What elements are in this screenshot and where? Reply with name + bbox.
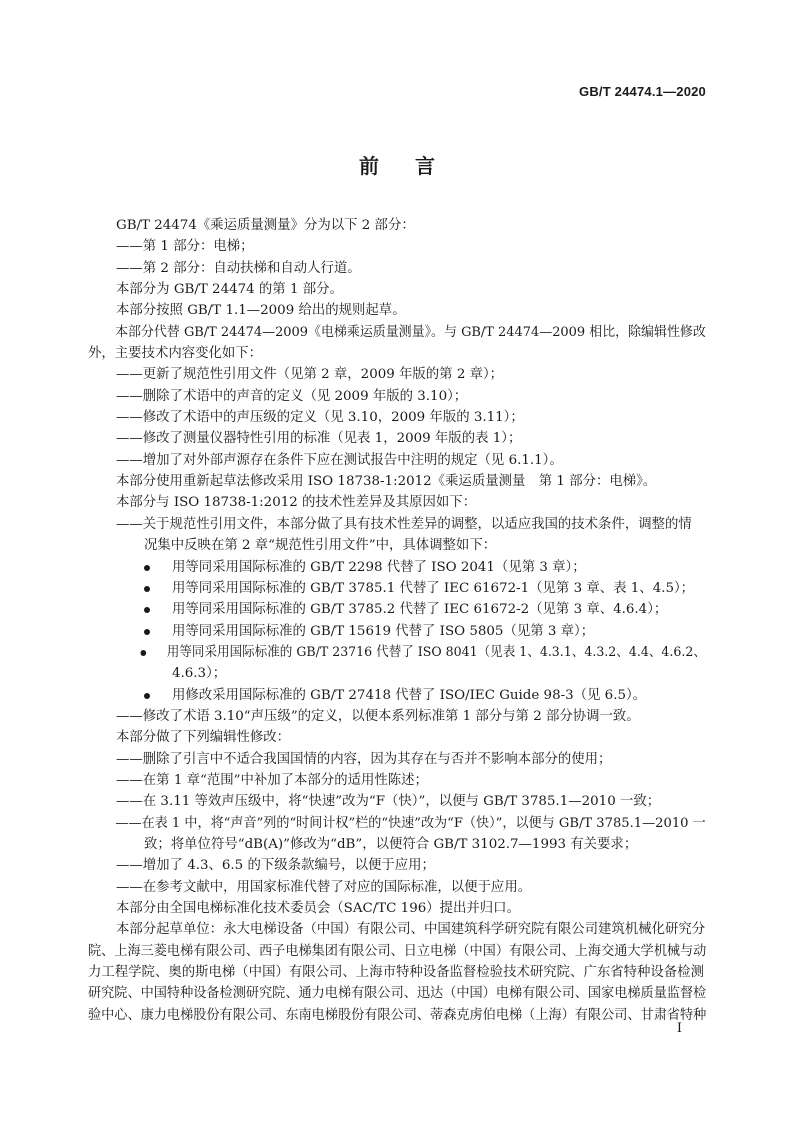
dash-item: ——删除了引言中不适合我国国情的内容，因为其存在与否并不影响本部分的使用； bbox=[116, 751, 612, 767]
bullet-dot-icon bbox=[144, 629, 150, 635]
dash-item: ——在第 1 章“范围”中补加了本部分的适用性陈述； bbox=[116, 772, 428, 788]
dash-item: ——修改了测量仪器特性引用的标准（见表 1，2009 年版的表 1）； bbox=[116, 431, 522, 447]
dash-item: ——修改了术语 3.10“声压级”的定义，以便本系列标准第 1 部分与第 2 部分协调一致。 bbox=[116, 708, 640, 724]
bullet-item-continuation: 4.6.3）； bbox=[172, 666, 227, 682]
dash-item: ——第 2 部分：自动扶梯和自动人行道。 bbox=[116, 260, 361, 276]
bullet-dot-icon bbox=[144, 586, 150, 592]
page-number: I bbox=[676, 1021, 682, 1036]
bullet-dot-icon bbox=[144, 693, 150, 699]
standard-number: GB/T 24474.1—2020 bbox=[579, 84, 706, 99]
paragraph-line: 本部分由全国电梯标准化技术委员会（SAC/TC 196）提出并归口。 bbox=[116, 901, 520, 916]
paragraph-line: 本部分按照 GB/T 1.1—2009 给出的规则起草。 bbox=[116, 303, 406, 319]
dash-item-continuation: 况集中反映在第 2 章“规范性引用文件”中，具体调整如下： bbox=[144, 538, 497, 554]
paragraph-line: 本部分起草单位：永大电梯设备（中国）有限公司、中国建筑科学研究院有限公司建筑机械化研究分 bbox=[116, 922, 706, 938]
paragraph-line: 研究院、中国特种设备检测研究院、通力电梯有限公司、迅达（中国）电梯有限公司、国家电梯质量监督检 bbox=[88, 986, 707, 1002]
dash-item: ——在表 1 中，将“声音”列的“时间计权”栏的“快速”改为“F（快）”，以便与 GB/T 3785.1—2010 一 bbox=[115, 815, 706, 831]
title-char-2: 言 bbox=[415, 154, 435, 178]
bullet-item: 用等同采用国际标准的 GB/T 3785.1 代替了 IEC 61672-1（见第 3 章、表 1、4.5）； bbox=[88, 578, 706, 599]
bullet-dot-icon bbox=[144, 565, 150, 571]
bullet-dot-icon bbox=[141, 650, 147, 656]
paragraph-line: 本部分与 ISO 18738-1:2012 的技术性差异及其原因如下： bbox=[116, 495, 477, 511]
dash-item-continuation: 致；将单位符号“dB(A)”修改为“dB”，以便符合 GB/T 3102.7—1993 有关要求； bbox=[144, 836, 638, 852]
paragraph-line: 院、上海三菱电梯有限公司、西子电梯集团有限公司、日立电梯（中国）有限公司、上海交通大学机械与动 bbox=[88, 943, 707, 959]
dash-item: ——增加了对外部声源存在条件下应在测试报告中注明的规定（见 6.1.1）。 bbox=[116, 452, 563, 468]
dash-item: ——删除了术语中的声音的定义（见 2009 年版的 3.10）； bbox=[116, 388, 468, 404]
paragraph-line: GB/T 24474《乘运质量测量》分为以下 2 部分： bbox=[116, 218, 415, 233]
paragraph-line: 外，主要技术内容变化如下： bbox=[88, 346, 263, 362]
title-char-1: 前 bbox=[359, 154, 379, 178]
paragraph-line: 本部分使用重新起草法修改采用 ISO 18738-1:2012《乘运质量测量 第 1 部分：电梯》。 bbox=[116, 474, 657, 490]
dash-item: ——第 1 部分：电梯； bbox=[116, 239, 254, 255]
bullet-item: 用等同采用国际标准的 GB/T 23716 代替了 ISO 8041（见表 1、4.3.1、4.3.2、4.4、4.6.2、 bbox=[88, 642, 668, 663]
dash-item: ——在参考文献中，用国家标准代替了对应的国际标准，以便于应用。 bbox=[116, 879, 532, 895]
dash-item: ——关于规范性引用文件，本部分做了具有技术性差异的调整，以适应我国的技术条件，调整的情 bbox=[116, 516, 692, 532]
paragraph-line: 力工程学院、奥的斯电梯（中国）有限公司、上海市特种设备监督检验技术研究院、广东省特种设备检测 bbox=[88, 965, 704, 981]
bullet-item: 用等同采用国际标准的 GB/T 15619 代替了 ISO 5805（见第 3 章）； bbox=[88, 621, 706, 642]
foreword-body bbox=[88, 215, 706, 1026]
dash-item: ——增加了 4.3、6.5 的下级条款编号，以便于应用； bbox=[116, 858, 435, 874]
bullet-item: 用修改采用国际标准的 GB/T 27418 代替了 ISO/IEC Guide 98-3（见 6.5）。 bbox=[88, 685, 706, 706]
dash-item: ——修改了术语中的声压级的定义（见 3.10，2009 年版的 3.11）； bbox=[116, 410, 524, 426]
page-title bbox=[0, 150, 794, 179]
bullet-item: 用等同采用国际标准的 GB/T 3785.2 代替了 IEC 61672-2（见第 3 章、4.6.4）； bbox=[88, 599, 706, 620]
paragraph-line: 本部分做了下列编辑性修改： bbox=[116, 730, 291, 746]
bullet-item: 用等同采用国际标准的 GB/T 2298 代替了 ISO 2041（见第 3 章）； bbox=[88, 557, 706, 578]
paragraph-line: 验中心、康力电梯股份有限公司、东南电梯股份有限公司、蒂森克虏伯电梯（上海）有限公司、甘肃省特种 bbox=[88, 1007, 707, 1023]
paragraph-line: 本部分代替 GB/T 24474—2009《电梯乘运质量测量》。与 GB/T 24474—2009 相比，除编辑性修改 bbox=[115, 324, 706, 340]
dash-item: ——更新了规范性引用文件（见第 2 章，2009 年版的第 2 章）； bbox=[116, 367, 504, 383]
dash-item: ——在 3.11 等效声压级中，将“快速”改为“F（快）”，以便与 GB/T 3785.1—2010 一致； bbox=[116, 794, 661, 810]
paragraph-line: 本部分为 GB/T 24474 的第 1 部分。 bbox=[116, 282, 343, 298]
